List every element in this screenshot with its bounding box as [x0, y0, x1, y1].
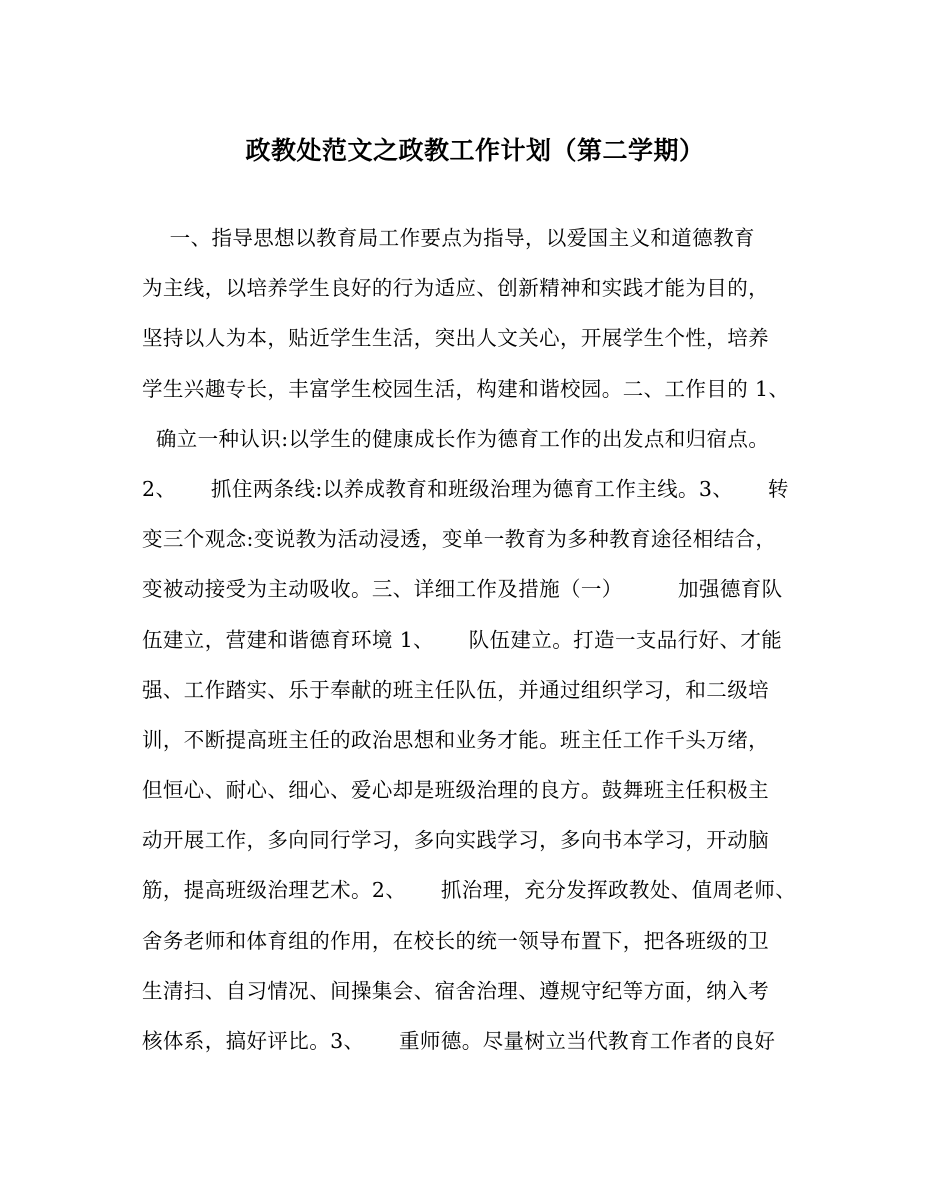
document-title: 政教处范文之政教工作计划（第二学期）	[245, 136, 705, 165]
body-line: 2、 抓住两条线:以养成教育和班级治理为德育工作主线。3、 转	[142, 476, 789, 501]
body-line: 一、指导思想以教育局工作要点为指导，以爱国主义和道德教育	[142, 226, 755, 250]
body-line: 坚持以人为本，贴近学生生活，突出人文关心，开展学生个性，培养	[142, 326, 769, 351]
body-line: 舍务老师和体育组的作用，在校长的统一领导布置下，把各班级的卫	[142, 928, 769, 953]
body-line: 伍建立，营建和谐德育环境 1、 队伍建立。打造一支品行好、才能	[142, 627, 783, 652]
body-line: 但恒心、耐心、细心、爱心却是班级治理的良方。鼓舞班主任积极主	[142, 778, 769, 803]
document-body	[142, 220, 822, 1073]
body-line: 变三个观念:变说教为活动浸透，变单一教育为多种教育途径相结合，	[142, 527, 777, 552]
body-line: 训，不断提高班主任的政治思想和业务才能。班主任工作千头万绪，	[142, 727, 769, 752]
body-line: 确立一种认识:以学生的健康成长作为德育工作的出发点和归宿点。	[142, 426, 770, 451]
body-line: 筋，提高班级治理艺术。2、 抓治理，充分发挥政教处、值周老师、	[142, 878, 797, 903]
body-line: 生清扫、自习情况、间操集会、宿舍治理、遵规守纪等方面，纳入考	[142, 978, 769, 1003]
body-line: 变被动接受为主动吸收。三、详细工作及措施（一） 加强德育队	[142, 577, 783, 602]
body-line: 强、工作踏实、乐于奉献的班主任队伍，并通过组织学习，和二级培	[142, 677, 769, 702]
body-line: 核体系，搞好评比。3、 重师德。尽量树立当代教育工作者的良好	[142, 1029, 776, 1053]
body-line: 动开展工作，多向同行学习，多向实践学习，多向书本学习，开动脑	[142, 828, 769, 853]
body-line: 学生兴趣专长，丰富学生校园生活，构建和谐校园。二、工作目的 1、	[142, 376, 790, 401]
body-line: 为主线，以培养学生良好的行为适应、创新精神和实践才能为目的，	[142, 276, 769, 301]
